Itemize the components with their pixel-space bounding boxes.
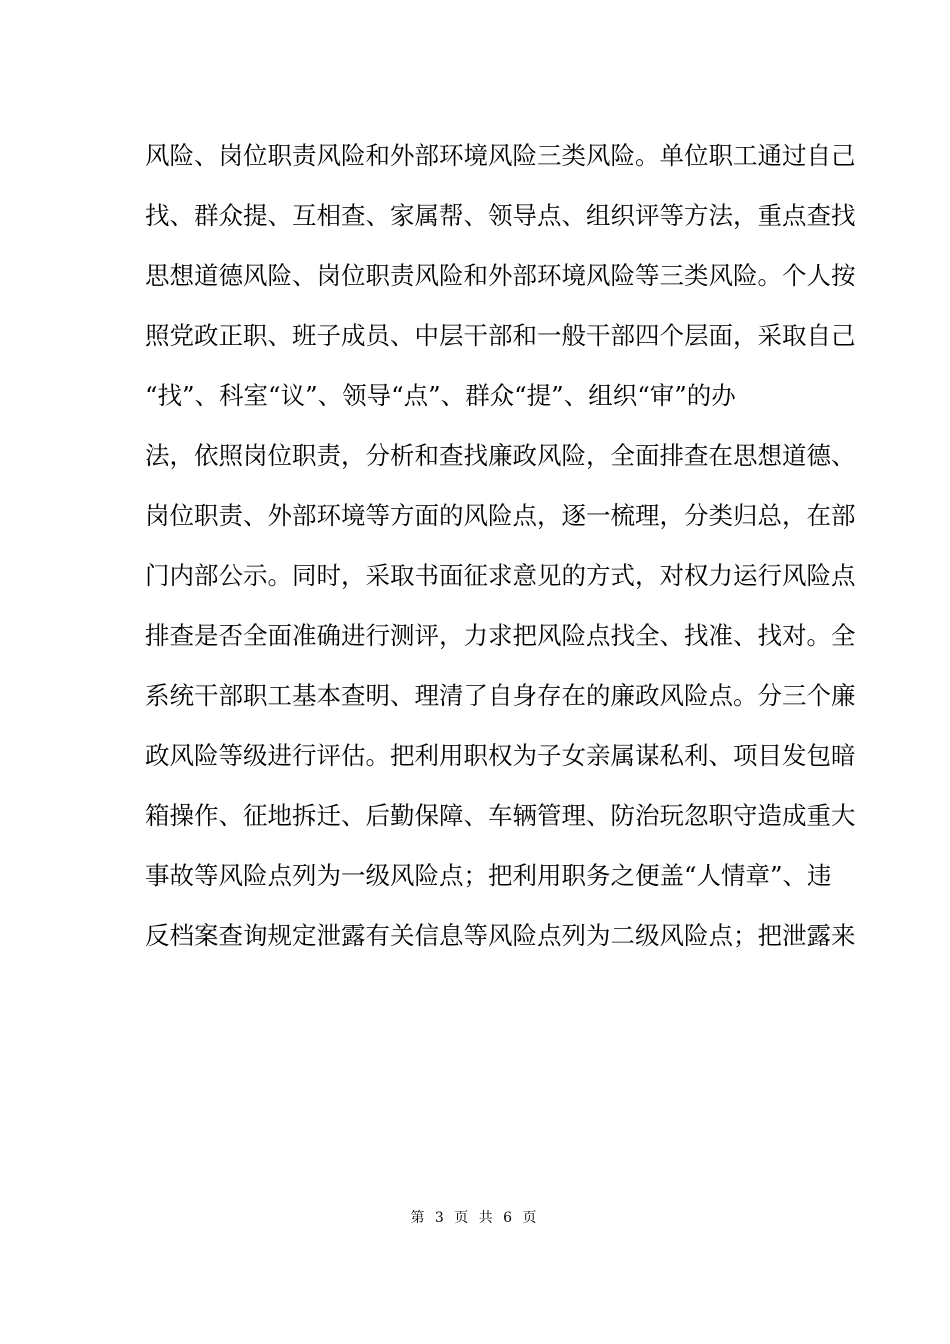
page-number-footer: 第 3 页 共 6 页 (410, 1210, 540, 1226)
text-line: 系统干部职工基本查明、理清了自身存在的廉政风险点。分三个廉 (145, 681, 856, 710)
text-line: 排查是否全面准确进行测评，力求把风险点找全、找准、找对。全 (145, 621, 856, 650)
text-line: 箱操作、征地拆迁、后勤保障、车辆管理、防治玩忽职守造成重大 (145, 801, 856, 830)
text-line: 反档案查询规定泄露有关信息等风险点列为二级风险点；把泄露来 (145, 921, 856, 950)
text-line: “找”、科室“议”、领导“点”、群众“提”、组织“审”的办 (145, 381, 736, 410)
text-line: 岗位职责、外部环境等方面的风险点，逐一梳理，分类归总，在部 (145, 501, 856, 530)
text-line: 思想道德风险、岗位职责风险和外部环境风险等三类风险。个人按 (145, 261, 856, 290)
text-line: 门内部公示。同时，采取书面征求意见的方式，对权力运行风险点 (145, 561, 856, 590)
text-line: 找、群众提、互相查、家属帮、领导点、组织评等方法，重点查找 (145, 201, 856, 230)
body-text (145, 130, 856, 970)
text-line: 政风险等级进行评估。把利用职权为子女亲属谋私利、项目发包暗 (145, 741, 856, 770)
text-line: 事故等风险点列为一级风险点；把利用职务之便盖“人情章”、违 (145, 861, 832, 890)
text-line: 法，依照岗位职责，分析和查找廉政风险，全面排查在思想道德、 (145, 441, 856, 470)
text-line: 风险、岗位职责风险和外部环境风险三类风险。单位职工通过自己 (145, 141, 856, 170)
text-line: 照党政正职、班子成员、中层干部和一般干部四个层面，采取自己 (145, 321, 856, 350)
